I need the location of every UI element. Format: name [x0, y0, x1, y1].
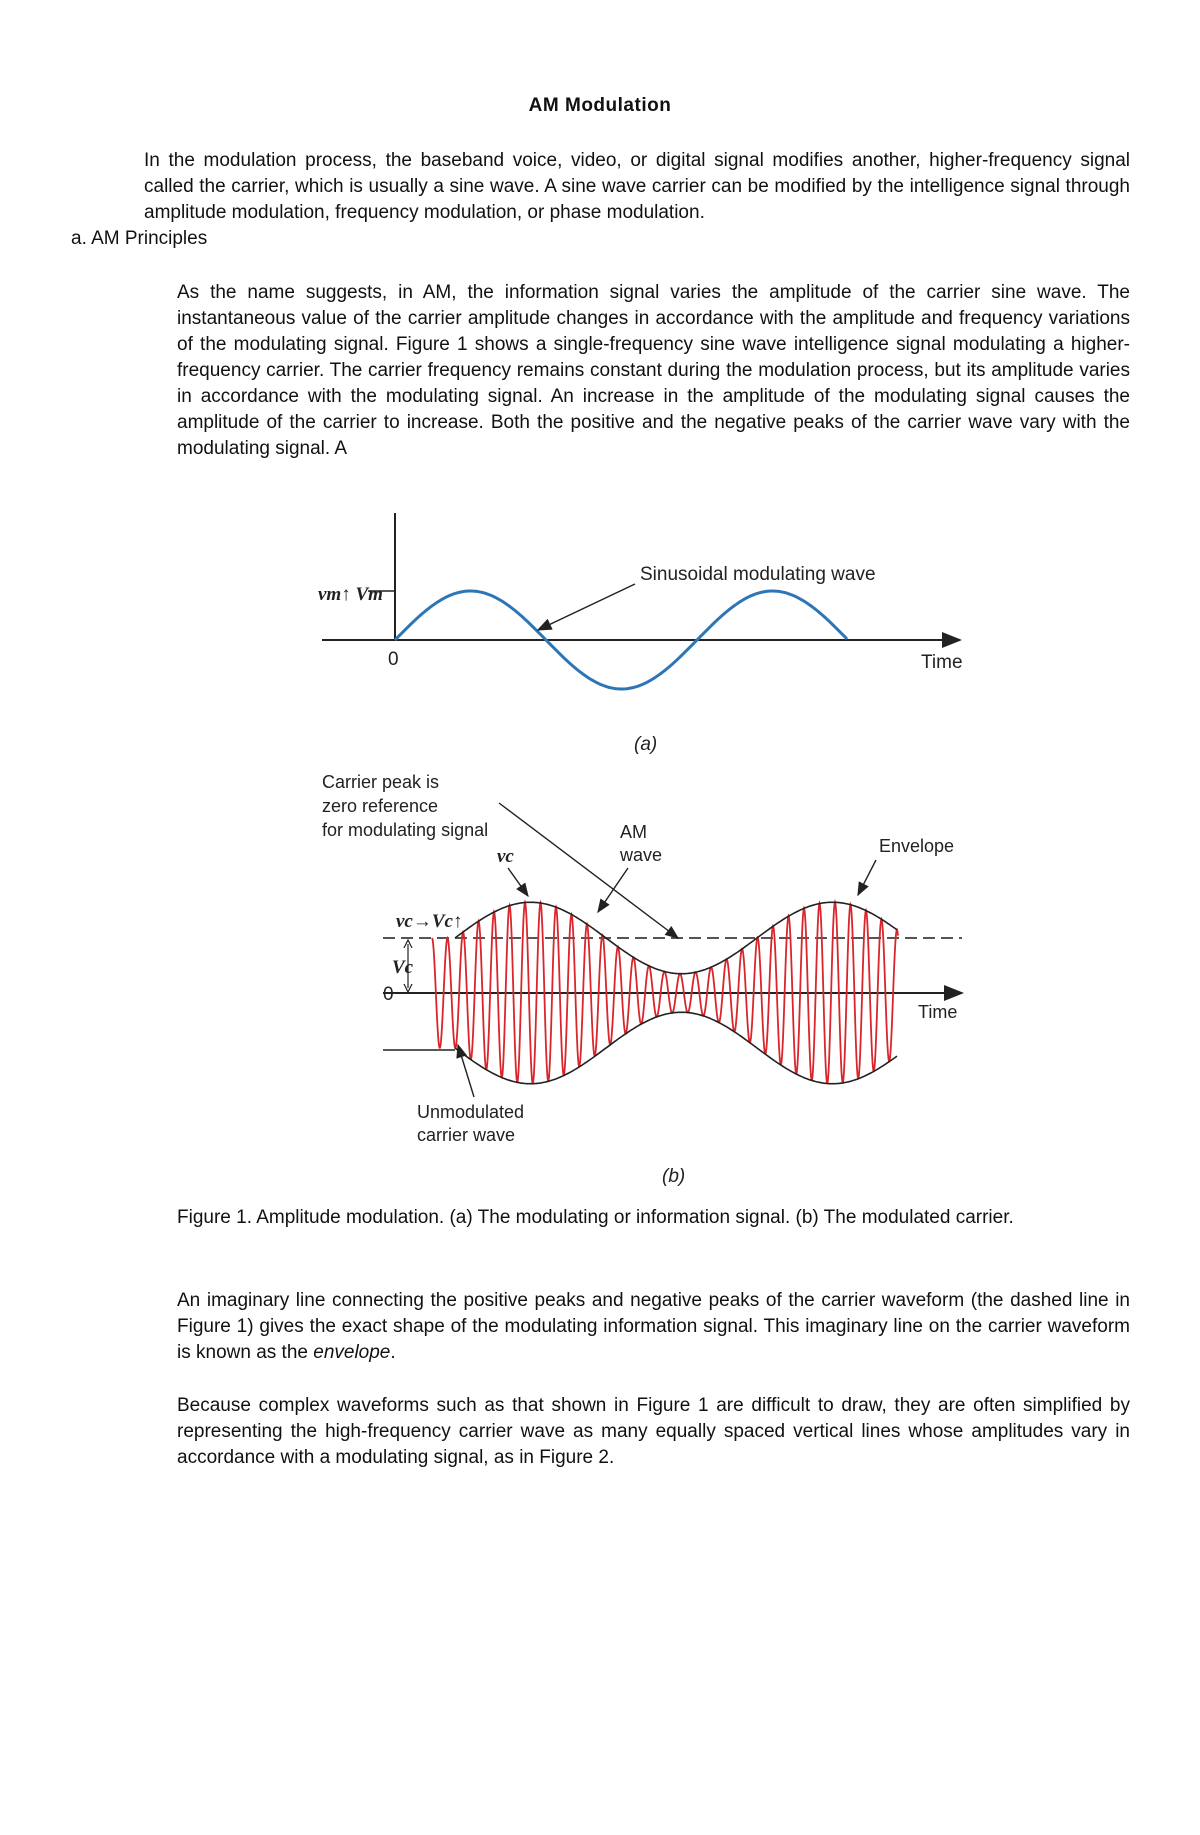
- vc-arrow: [508, 868, 528, 896]
- note-line-1: Carrier peak is: [322, 772, 440, 792]
- figure-b-x-label: Time: [918, 1002, 958, 1022]
- envelope-term: envelope: [313, 1342, 391, 1363]
- unmod-label-line-2: carrier wave: [417, 1125, 516, 1145]
- figure-b: [322, 772, 962, 1187]
- figure-a-y-label: vm↑ Vm: [318, 584, 383, 605]
- am-label-line-1: AM: [620, 822, 647, 842]
- complex-waveforms-paragraph: Because complex waveforms such as that shown in Figure 1 are difficult to draw, they are often simplified by representing the high-frequency carrier wave as many equally spaced vertical lines whose amplitudes vary in accordance with a modulating signal, as in Figure 2.: [177, 1395, 1130, 1468]
- figure-a-x-label: Time: [921, 652, 963, 673]
- am-label-line-2: wave: [620, 845, 663, 865]
- figure-a-annotation-arrow: [538, 584, 635, 630]
- note-line-2: zero reference: [322, 796, 439, 816]
- figure-caption: Figure 1. Amplitude modulation. (a) The modulating or information signal. (b) The modulated carrier.: [177, 1207, 1014, 1228]
- principles-paragraph: As the name suggests, in AM, the information signal varies the amplitude of the carrier sine wave. The instantaneous value of the carrier amplitude changes in accordance with the amplitude and frequency variations of the modulating signal. Figure 1 shows a single-frequency sine wave intelligence signal modulating a higher-frequency carrier. The carrier frequency remains constant during the modulation process, but its amplitude varies in accordance with the modulating signal. An increase in the amplitude of the modulating signal causes the amplitude of the carrier to increase. Both the positive and the negative peaks of the carrier wave vary with the modulating signal. A: [177, 282, 1130, 459]
- envelope-arrow: [858, 860, 876, 895]
- envelope-paragraph-text: An imaginary line connecting the positive peaks and negative peaks of the carrier waveform (the dashed line in Figure 1) gives the exact shape of the modulating information signal. This imaginary line on the carrier waveform is known as the: [177, 1290, 1130, 1363]
- figure-a-annotation: Sinusoidal modulating wave: [640, 564, 876, 585]
- unmod-label-line-1: Unmodulated: [417, 1102, 525, 1122]
- amplitude-label: Vc: [392, 957, 414, 978]
- figure-a-origin-label: 0: [388, 649, 399, 670]
- intro-paragraph: In the modulation process, the baseband voice, video, or digital signal modifies another, higher-frequency signal called the carrier, which is usually a sine wave. A sine wave carrier can be modified by the intelligence signal through amplitude modulation, frequency modulation, or phase modulation.: [144, 150, 1130, 223]
- vc-label: vc: [497, 846, 514, 867]
- note-line-3: for modulating signal: [322, 820, 489, 840]
- am-wave-arrow: [598, 868, 628, 912]
- section-heading: a. AM Principles: [71, 228, 208, 249]
- envelope-label: Envelope: [879, 836, 955, 856]
- figure-a: [318, 513, 963, 755]
- envelope-paragraph: [177, 1288, 1130, 1366]
- figure-a-panel-label: (a): [634, 734, 658, 755]
- envelope-paragraph-end: .: [390, 1342, 396, 1363]
- vc-to-label: vc→Vc↑: [396, 911, 463, 932]
- figure-b-origin-label: 0: [383, 984, 394, 1005]
- page-title: AM Modulation: [528, 95, 672, 116]
- figure-b-panel-label: (b): [662, 1166, 686, 1187]
